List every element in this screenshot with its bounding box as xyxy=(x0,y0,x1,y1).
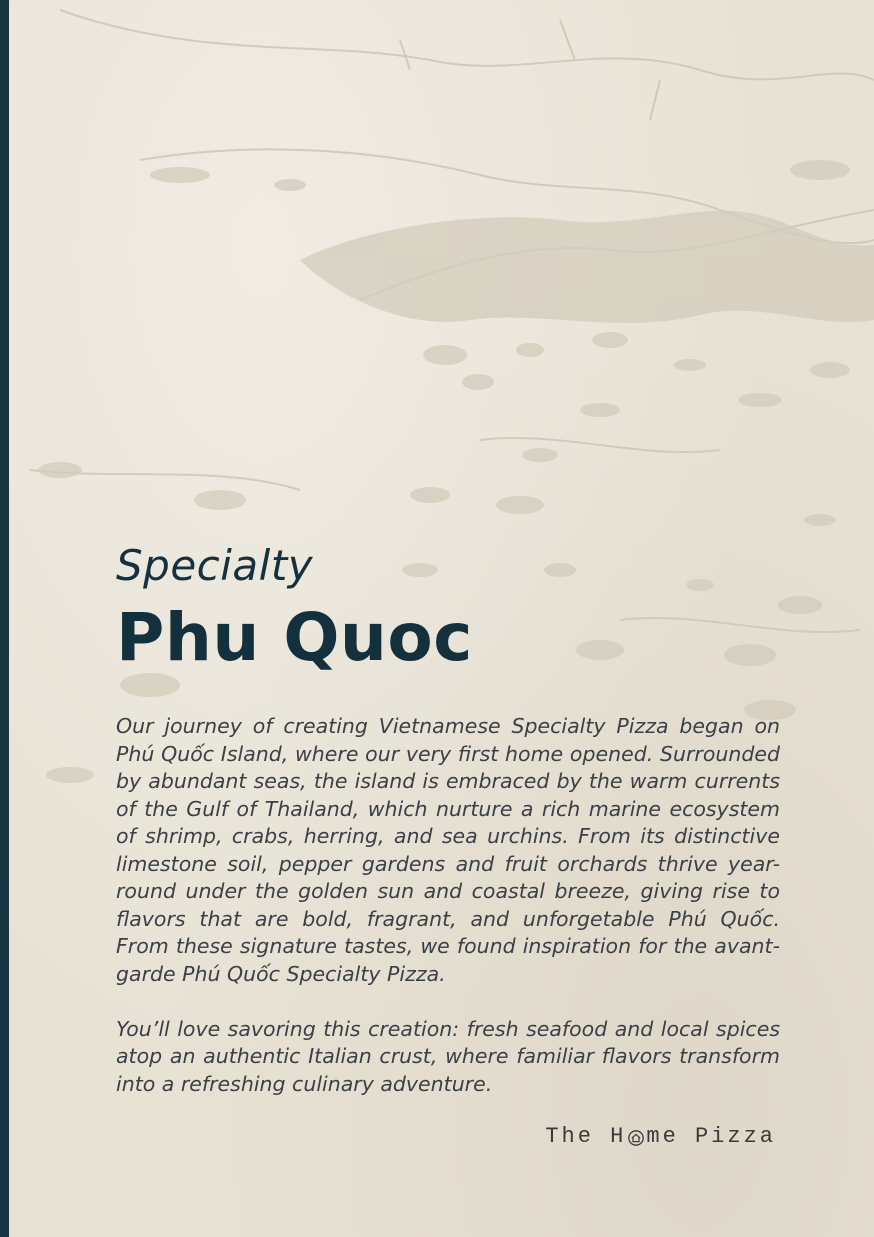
page-title: Phu Quoc xyxy=(116,599,473,676)
headline-block xyxy=(116,540,473,676)
brand-signature xyxy=(545,1124,776,1149)
kicker-text: Specialty xyxy=(116,541,314,590)
home-icon xyxy=(627,1129,645,1147)
signature-text-after: me Pizza xyxy=(646,1124,776,1149)
story-text xyxy=(116,713,780,1098)
story-paragraph-1: Our journey of creating Vietnamese Specialty Pizza began on Phú Quốc Island, where our very first home opened. Surrounded by abundant seas, the island is embraced by the warm currents of the Gulf of Thailand, which nurture a rich marine ecosystem of shrimp, crabs, herring, and sea urchins. From its distinctive limestone soil, pepper gardens and fruit orchards thrive year-round under the golden sun and coastal breeze, giving rise to flavors that are bold, fragrant, and unforgetable Phú Quốc. From these signature tastes, we found inspiration for the avant-garde Phú Quốc Specialty Pizza. xyxy=(116,714,780,986)
signature-text-before: The H xyxy=(545,1124,627,1149)
story-paragraph-2: You’ll love savoring this creation: fresh seafood and local spices atop an authentic Italian crust, where familiar flavors transform into a refreshing culinary adventure. xyxy=(116,1016,780,1096)
